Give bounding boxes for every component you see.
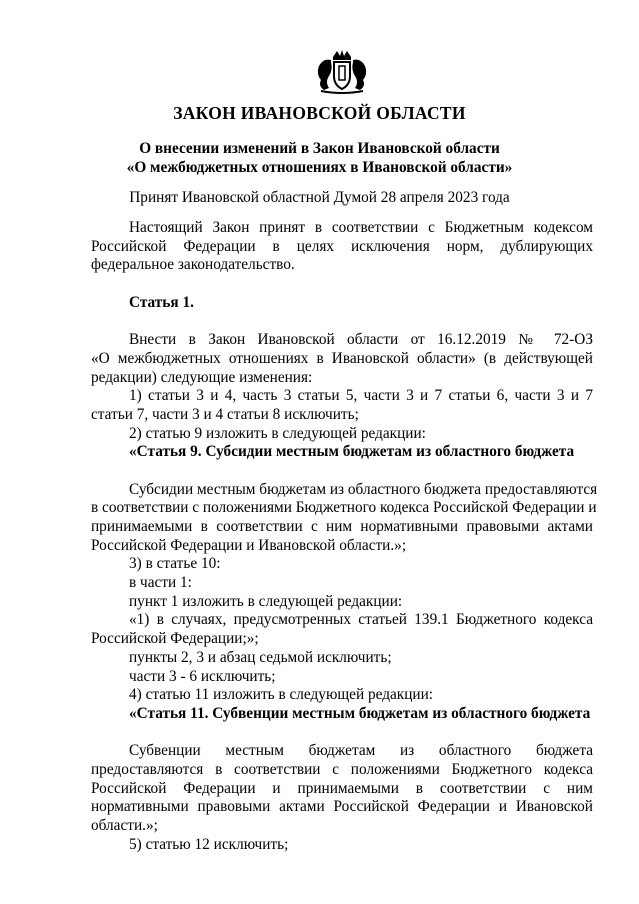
text-line: части 3 - 6 исключить; [129, 667, 276, 685]
text-line: «1) в случаях, предусмотренных статьей 139.1 Бюджетного кодекса [129, 611, 593, 629]
text-line: принимаемыми в соответствии с ним нормативными правовыми актами [91, 518, 593, 535]
text-line: Российской Федерации и Ивановской области.»; [91, 536, 407, 554]
text-line: 1) статьи 3 и 4, часть 3 статьи 5, части 3 и 7 статьи 6, части 3 и 7 [129, 387, 593, 405]
law-subtitle [0, 139, 639, 177]
text-line: Субвенции местным бюджетам из областного бюджета [129, 742, 593, 760]
subtitle-line-1: О внесении изменений в Закон Ивановской области [139, 140, 500, 157]
text-line: Российской Федерации и принимаемыми в соответствии с ним [91, 779, 593, 797]
text-line: пункты 2, 3 и абзац седьмой исключить; [129, 648, 392, 666]
text-line: статьи 7, части 3 и 4 статьи 8 исключить; [91, 405, 359, 423]
article-heading: «Статья 11. Субвенции местным бюджетам из областного бюджета [129, 704, 591, 722]
text-line: 3) в статье 10: [129, 555, 221, 573]
text-line: нормативными правовыми актами Российской Федерации и Ивановской [91, 798, 593, 816]
text-line: Внести в Закон Ивановской области от 16.12.2019 № 72-ОЗ [129, 331, 593, 349]
text-line: Субсидии местным бюджетам из областного бюджета предоставляются [129, 480, 598, 498]
law-body [91, 219, 598, 854]
text-line: Российской Федерации;»; [91, 630, 259, 648]
text-line: Настоящий Закон принят в соответствии с Бюджетным кодексом [129, 219, 593, 236]
text-line: редакции) следующие изменения: [91, 368, 313, 386]
text-line: «О межбюджетных отношениях в Ивановской области» (в действующей [91, 349, 593, 367]
text-line: предоставляются в соответствии с положениями Бюджетного кодекса [91, 760, 593, 778]
text-line: пункт 1 изложить в следующей редакции: [129, 592, 403, 610]
text-line: в части 1: [129, 574, 192, 592]
subtitle-line-2: «О межбюджетных отношениях в Ивановской области» [126, 159, 513, 176]
text-line: 2) статью 9 изложить в следующей редакции: [129, 424, 426, 442]
text-line: области.»; [91, 817, 158, 834]
text-line: федеральное законодательство. [91, 256, 295, 274]
ivanovo-oblast-coat-of-arms-icon [313, 48, 371, 94]
text-line: 5) статью 12 исключить; [129, 835, 289, 853]
text-line: в соответствии с положениями Бюджетного кодекса Российской Федерации и [91, 499, 597, 517]
text-line: 4) статью 11 изложить в следующей редакции: [129, 686, 434, 704]
adoption-note: Принят Ивановской областной Думой 28 апреля 2023 года [129, 189, 510, 206]
article-heading: «Статья 9. Субсидии местным бюджетам из областного бюджета [129, 443, 575, 461]
article-heading: Статья 1. [129, 293, 194, 311]
law-title: ЗАКОН ИВАНОВСКОЙ ОБЛАСТИ [173, 103, 466, 123]
text-line: Российской Федерации в целях исключения норм, дублирующих [91, 237, 593, 255]
